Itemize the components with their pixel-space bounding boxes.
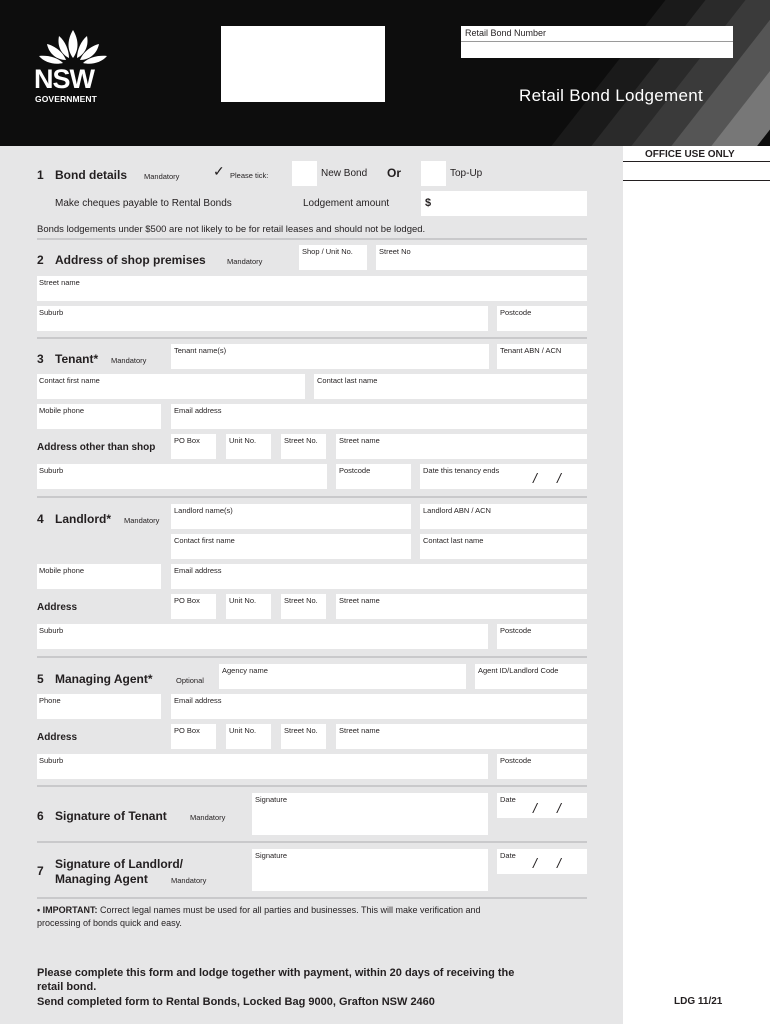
lodgement-amount-label: Lodgement amount	[303, 198, 390, 209]
field-label: Mobile phone	[39, 406, 85, 415]
landlord-signature-field[interactable]	[252, 849, 488, 891]
tenant-signature-field[interactable]	[252, 793, 488, 835]
send-instruction: Send completed form to Rental Bonds, Locked Bag 9000, Grafton NSW 2460	[37, 996, 435, 1008]
new-bond-checkbox[interactable]	[292, 161, 317, 186]
date-separator: /	[557, 855, 561, 871]
or-label: Or	[387, 166, 402, 180]
section-divider	[37, 496, 587, 498]
section-number: 7	[37, 864, 44, 878]
section-title: Signature of Tenant	[55, 809, 167, 823]
section-divider	[37, 897, 587, 899]
field-label: Email address	[174, 406, 222, 415]
field-label: Landlord name(s)	[174, 506, 233, 515]
section-divider	[37, 841, 587, 843]
suburb-field[interactable]	[37, 464, 327, 489]
important-text: Correct legal names must be used for all parties and businesses. This will make verification and	[100, 905, 481, 915]
field-label: Date	[500, 851, 516, 860]
field-label: Street name	[339, 726, 380, 735]
important-note	[37, 905, 481, 915]
section-divider	[37, 238, 587, 240]
optional-label: Optional	[176, 676, 204, 685]
section-number: 1	[37, 168, 44, 182]
field-label: Unit No.	[229, 436, 257, 445]
date-separator: /	[533, 855, 537, 871]
field-label: Postcode	[500, 308, 532, 317]
field-label: Email address	[174, 566, 222, 575]
field-label: Street No.	[284, 596, 318, 605]
mandatory-label: Mandatory	[171, 876, 207, 885]
address-other-label: Address other than shop	[37, 442, 156, 453]
section-title: Landlord*	[55, 512, 111, 526]
cheques-note: Make cheques payable to Rental Bonds	[55, 198, 232, 209]
field-label: Contact last name	[423, 536, 484, 545]
government-wordmark: GOVERNMENT	[35, 94, 97, 104]
field-label: Unit No.	[229, 596, 257, 605]
tick-icon: ✓	[213, 163, 225, 179]
section-title: Address of shop premises	[55, 253, 206, 267]
form-code: LDG 11/21	[674, 996, 723, 1007]
lodgement-amount-field[interactable]	[421, 191, 587, 216]
field-label: Street No	[379, 247, 411, 256]
field-label: Contact first name	[39, 376, 100, 385]
field-label: Postcode	[500, 756, 532, 765]
field-label: Unit No.	[229, 726, 257, 735]
date-separator: /	[533, 470, 537, 486]
important-heading: • IMPORTANT:	[37, 905, 98, 915]
field-label: Suburb	[39, 756, 64, 765]
section-divider	[37, 337, 587, 339]
field-label: Suburb	[39, 626, 64, 635]
date-separator: /	[533, 800, 537, 816]
field-label: Agent ID/Landlord Code	[478, 666, 559, 675]
lodge-instruction: retail bond.	[37, 981, 97, 993]
field-label: Street name	[339, 596, 380, 605]
email-field[interactable]	[171, 404, 587, 429]
office-divider	[623, 161, 770, 162]
address-label: Address	[37, 602, 78, 613]
suburb-field[interactable]	[37, 754, 488, 779]
field-label: Postcode	[500, 626, 532, 635]
section-title: Tenant*	[55, 352, 99, 366]
section-divider	[37, 785, 587, 787]
field-label: Date	[500, 795, 516, 804]
section-number: 5	[37, 672, 44, 686]
field-label: Email address	[174, 696, 222, 705]
date-separator: /	[557, 800, 561, 816]
field-label: Suburb	[39, 308, 64, 317]
important-note-line: processing of bonds quick and easy.	[37, 918, 182, 928]
field-label: Signature	[255, 795, 288, 804]
field-label: Signature	[255, 851, 288, 860]
field-label: Street name	[39, 278, 80, 287]
address-label: Address	[37, 732, 78, 743]
section-title: Bond details	[55, 168, 128, 182]
field-label: Tenant name(s)	[174, 346, 227, 355]
field-label: PO Box	[174, 726, 200, 735]
field-label: Postcode	[339, 466, 371, 475]
field-label: Phone	[39, 696, 61, 705]
nsw-wordmark: NSW	[34, 64, 94, 94]
mandatory-label: Mandatory	[144, 172, 180, 181]
field-label: Contact last name	[317, 376, 378, 385]
field-label: Tenant ABN / ACN	[500, 346, 562, 355]
field-label: Agency name	[222, 666, 268, 675]
retail-bond-number-field[interactable]	[461, 41, 733, 58]
email-field[interactable]	[171, 694, 587, 719]
section-title: Managing Agent	[55, 872, 148, 886]
office-use-column	[623, 146, 770, 1024]
field-label: Shop / Unit No.	[302, 247, 353, 256]
section-number: 3	[37, 352, 44, 366]
field-label: Date this tenancy ends	[423, 466, 500, 475]
field-label: Street No.	[284, 726, 318, 735]
top-up-label: Top-Up	[450, 168, 483, 179]
field-label: Contact first name	[174, 536, 235, 545]
barcode-box	[221, 26, 385, 102]
field-label: Suburb	[39, 466, 64, 475]
email-field[interactable]	[171, 564, 587, 589]
street-name-field[interactable]	[37, 276, 587, 301]
field-label: Landlord ABN / ACN	[423, 506, 491, 515]
suburb-field[interactable]	[37, 306, 488, 331]
date-separator: /	[557, 470, 561, 486]
mandatory-label: Mandatory	[190, 813, 226, 822]
top-up-checkbox[interactable]	[421, 161, 446, 186]
section-number: 4	[37, 512, 44, 526]
mandatory-label: Mandatory	[111, 356, 147, 365]
page-header	[0, 0, 770, 146]
office-use-heading: OFFICE USE ONLY	[645, 149, 735, 160]
section-title: Signature of Landlord/	[55, 857, 183, 871]
field-label: Mobile phone	[39, 566, 85, 575]
suburb-field[interactable]	[37, 624, 488, 649]
retail-bond-number-label: Retail Bond Number	[461, 26, 733, 41]
field-label: Street No.	[284, 436, 318, 445]
mandatory-label: Mandatory	[124, 516, 160, 525]
please-tick-label: Please tick:	[230, 171, 269, 180]
section-title: Managing Agent*	[55, 672, 153, 686]
field-label: Street name	[339, 436, 380, 445]
lodge-instruction: Please complete this form and lodge together with payment, within 20 days of receiving the	[37, 967, 515, 979]
section-divider	[37, 656, 587, 658]
section-number: 2	[37, 253, 44, 267]
bond-threshold-note: Bonds lodgements under $500 are not likely to be for retail leases and should not be lodged.	[37, 224, 426, 235]
dollar-sign: $	[425, 197, 432, 209]
mandatory-label: Mandatory	[227, 257, 263, 266]
new-bond-label: New Bond	[321, 168, 368, 179]
section-number: 6	[37, 809, 44, 823]
field-label: PO Box	[174, 596, 200, 605]
form-title: Retail Bond Lodgement	[519, 86, 703, 105]
field-label: PO Box	[174, 436, 200, 445]
office-divider	[623, 180, 770, 181]
